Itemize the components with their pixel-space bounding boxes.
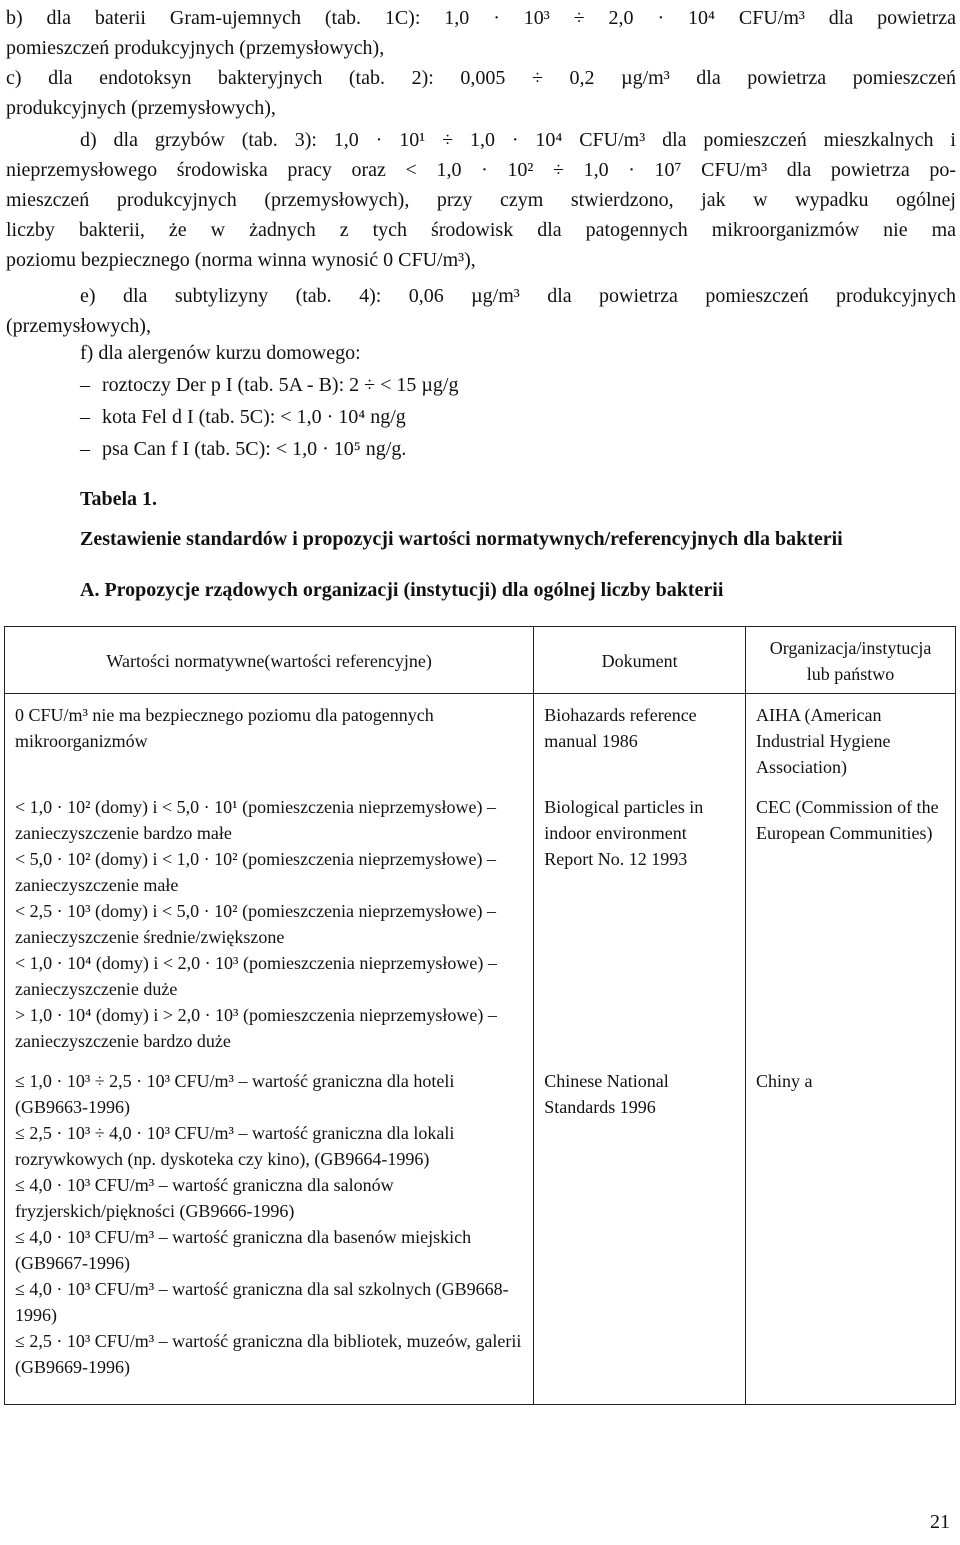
table-header-row — [5, 627, 956, 694]
organization-cell: AIHA (American Industrial Hygiene Association) — [746, 694, 956, 787]
value-entry: ≤ 2,5 · 10³ CFU/m³ – wartość graniczna dla bibliotek, muzeów, galerii (GB9669-1996) — [15, 1331, 522, 1377]
text-line: nieprzemysłowego środowiska pracy oraz < 1,0 · 10² ÷ 1,0 · 10⁷ CFU/m³ dla powietrza po- — [6, 159, 956, 181]
paragraph-d — [6, 125, 956, 275]
value-entry: < 1,0 · 10² (domy) i < 5,0 · 10¹ (pomieszczenia nieprzemysłowe) – zanieczyszczenie bardzo małe — [15, 797, 496, 843]
value-entry: 0 CFU/m³ nie ma bezpiecznego poziomu dla patogennych mikroorganizmów — [15, 705, 434, 751]
values-cell — [5, 1060, 534, 1405]
organization-cell: CEC (Commission of the European Communities) — [746, 786, 956, 1060]
standards-table — [4, 626, 956, 1405]
document-cell: Chinese National Standards 1996 — [534, 1060, 746, 1405]
text-line: f) dla alergenów kurzu domowego: — [80, 342, 361, 364]
paragraph-e — [6, 281, 956, 341]
document-cell: Biological particles in indoor environment Report No. 12 1993 — [534, 786, 746, 1060]
value-entry: > 1,0 · 10⁴ (domy) i > 2,0 · 10³ (pomieszczenia nieprzemysłowe) – zanieczyszczenie bardzo duże — [15, 1005, 497, 1051]
table-label: Tabela 1. — [80, 488, 158, 510]
table-title: Zestawienie standardów i propozycji wartości normatywnych/referencyjnych dla bakterii — [80, 528, 843, 550]
table-section-title: A. Propozycje rządowych organizacji (instytucji) dla ogólnej liczby bakterii — [80, 579, 724, 601]
value-entry: ≤ 4,0 · 10³ CFU/m³ – wartość graniczna dla sal szkolnych (GB9668-1996) — [15, 1279, 509, 1325]
values-cell — [5, 786, 534, 1060]
text-line: poziomu bezpiecznego (norma winna wynosić 0 CFU/m³), — [6, 249, 476, 271]
text-line: mieszczeń produkcyjnych (przemysłowych), przy czym stwierdzono, jak w wypadku ogólnej — [6, 189, 956, 211]
value-entry: < 1,0 · 10⁴ (domy) i < 2,0 · 10³ (pomieszczenia nieprzemysłowe) – zanieczyszczenie duże — [15, 953, 497, 999]
value-entry: ≤ 1,0 · 10³ ÷ 2,5 · 10³ CFU/m³ – wartość graniczna dla hoteli (GB9663-1996) — [15, 1071, 455, 1117]
text-line: liczby bakterii, że w żadnych z tych środowisk dla patogennych mikroorganizmów nie ma — [6, 219, 956, 241]
value-entry: < 5,0 · 10² (domy) i < 1,0 · 10² (pomieszczenia nieprzemysłowe) – zanieczyszczenie małe — [15, 849, 496, 895]
header-document: Dokument — [534, 627, 746, 694]
header-organization: Organizacja/instytucja lub państwo — [746, 627, 956, 694]
paragraph-c — [6, 63, 956, 123]
values-cell — [5, 694, 534, 787]
text-line: produkcyjnych (przemysłowych), — [6, 97, 276, 119]
paragraph-f — [6, 338, 956, 464]
table-row — [5, 1060, 956, 1405]
paragraph-b — [6, 3, 956, 63]
table-row — [5, 786, 956, 1060]
text-line: pomieszczeń produkcyjnych (przemysłowych), — [6, 37, 385, 59]
page-number: 21 — [930, 1511, 950, 1533]
allergen-item: – psa Can f I (tab. 5C): < 1,0 · 10⁵ ng/g. — [6, 434, 956, 464]
value-entry: < 2,5 · 10³ (domy) i < 5,0 · 10² (pomieszczenia nieprzemysłowe) – zanieczyszczenie średnie/zwiększone — [15, 901, 496, 947]
text-line: c) dla endotoksyn bakteryjnych (tab. 2): 0,005 ÷ 0,2 µg/m³ dla powietrza pomieszczeń — [6, 67, 956, 89]
document-cell: Biohazards reference manual 1986 — [534, 694, 746, 787]
text-line: (przemysłowych), — [6, 315, 151, 337]
organization-cell: Chiny a — [746, 1060, 956, 1405]
allergen-item: – roztoczy Der p I (tab. 5A - B): 2 ÷ < 15 µg/g — [6, 370, 956, 400]
allergen-item: – kota Fel d I (tab. 5C): < 1,0 · 10⁴ ng/g — [6, 402, 956, 432]
table-row — [5, 694, 956, 787]
text-line: b) dla baterii Gram-ujemnych (tab. 1C): 1,0 · 10³ ÷ 2,0 · 10⁴ CFU/m³ dla powietrza — [6, 7, 956, 29]
value-entry: ≤ 2,5 · 10³ ÷ 4,0 · 10³ CFU/m³ – wartość graniczna dla lokali rozrywkowych (np. dyskoteka czy kino), (GB9664-1996) — [15, 1123, 455, 1169]
value-entry: ≤ 4,0 · 10³ CFU/m³ – wartość graniczna dla basenów miejskich (GB9667-1996) — [15, 1227, 472, 1273]
text-line: e) dla subtylizyny (tab. 4): 0,06 µg/m³ dla powietrza pomieszczeń produkcyjnych — [80, 285, 956, 307]
value-entry: ≤ 4,0 · 10³ CFU/m³ – wartość graniczna dla salonów fryzjerskich/piękności (GB9666-1996) — [15, 1175, 394, 1221]
header-values: Wartości normatywne(wartości referencyjne) — [5, 627, 534, 694]
text-line: d) dla grzybów (tab. 3): 1,0 · 10¹ ÷ 1,0 · 10⁴ CFU/m³ dla pomieszczeń mieszkalnych i — [80, 129, 956, 151]
